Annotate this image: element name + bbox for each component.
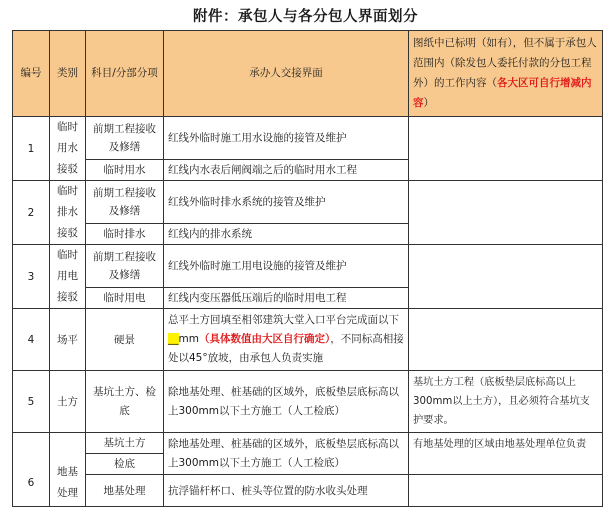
row-note — [409, 117, 603, 181]
table-row — [13, 309, 603, 371]
row-note — [409, 309, 603, 371]
table-header — [13, 31, 603, 117]
row-category: 地基处理 — [50, 433, 86, 507]
table-row — [13, 117, 603, 160]
table-row — [13, 245, 603, 288]
row-note — [409, 475, 603, 507]
header-category: 类别 — [50, 31, 86, 117]
row-no: 1 — [13, 117, 50, 181]
row-category: 场平 — [50, 309, 86, 371]
row-interface: 红线内水表后闸阀端之后的临时用水工程 — [164, 159, 409, 180]
row-interface: 红线外临时施工用水设施的接管及维护 — [164, 117, 409, 160]
row-note: 有地基处理的区域由地基处理单位负责 — [409, 433, 603, 475]
row-subject: 硬景 — [86, 309, 164, 371]
row-category: 土方 — [50, 371, 86, 433]
table-row — [13, 371, 603, 433]
row-no: 2 — [13, 181, 50, 245]
row-subject: 前期工程接收及修缮 — [86, 181, 164, 224]
header-interface: 承办人交接界面 — [164, 31, 409, 117]
row-interface: 红线外临时施工用电设施的接管及维护 — [164, 245, 409, 288]
header-no: 编号 — [13, 31, 50, 117]
row-no: 4 — [13, 309, 50, 371]
row-interface: 红线内变压器低压端后的临时用电工程 — [164, 287, 409, 308]
row-note — [409, 181, 603, 245]
row-no: 6 — [13, 433, 50, 507]
row-subject: 基坑土方 — [86, 433, 164, 454]
row-category: 临时排水接驳 — [50, 181, 86, 245]
header-note — [409, 31, 603, 117]
row-interface: 除地基处理、桩基础的区域外，底板垫层底标高以上300mm以下土方施工（人工检底） — [164, 371, 409, 433]
row-subject: 临时排水 — [86, 223, 164, 244]
row-subject: 前期工程接收及修缮 — [86, 117, 164, 160]
header-note-red: 各大区可自行增减内容 — [413, 77, 592, 109]
row-no: 5 — [13, 371, 50, 433]
row-no: 3 — [13, 245, 50, 309]
row-interface: 总平土方回填至相邻建筑大堂入口平台完成面以下__mm（具体数值由大区自行确定），不同标高相接处以45°放坡，由承包人负责实施 — [164, 309, 409, 371]
row-subject: 临时用电 — [86, 287, 164, 308]
blank-value-highlight: __ — [168, 333, 179, 345]
row-note — [409, 245, 603, 309]
row-subject: 基坑土方、检底 — [86, 371, 164, 433]
header-note-suffix: ） — [423, 97, 434, 109]
header-subject: 科目/分部分项 — [86, 31, 164, 117]
interface-table — [12, 30, 603, 507]
row-interface: 抗浮锚杆杯口、桩头等位置的防水收头处理 — [164, 475, 409, 507]
row-interface: 除地基处理、桩基础的区域外，底板垫层底标高以上300mm以下土方施工（人工检底） — [164, 433, 409, 475]
row-category: 临时用水接驳 — [50, 117, 86, 181]
document-title: 附件：承包人与各分包人界面划分 — [193, 9, 418, 25]
table-row — [13, 433, 603, 454]
red-note: （具体数值由大区自行确定） — [198, 333, 331, 345]
table-row — [13, 475, 603, 507]
row-subject: 检底 — [86, 454, 164, 475]
row-subject: 地基处理 — [86, 475, 164, 507]
row-note: 基坑土方工程（底板垫层底标高以上300mm以上土方），且必须符合基坑支护要求。 — [409, 371, 603, 433]
table-row — [13, 181, 603, 224]
row-interface: 红线内的排水系统 — [164, 223, 409, 244]
row-category: 临时用电接驳 — [50, 245, 86, 309]
row-subject: 前期工程接收及修缮 — [86, 245, 164, 288]
header-note-prefix: 图纸中已标明（如有），但不属于承包人范围内（除发包人委托付款的分包工程外）的工作内容（ — [413, 37, 597, 89]
row-subject: 临时用水 — [86, 159, 164, 180]
row-interface: 红线外临时排水系统的接管及维护 — [164, 181, 409, 224]
